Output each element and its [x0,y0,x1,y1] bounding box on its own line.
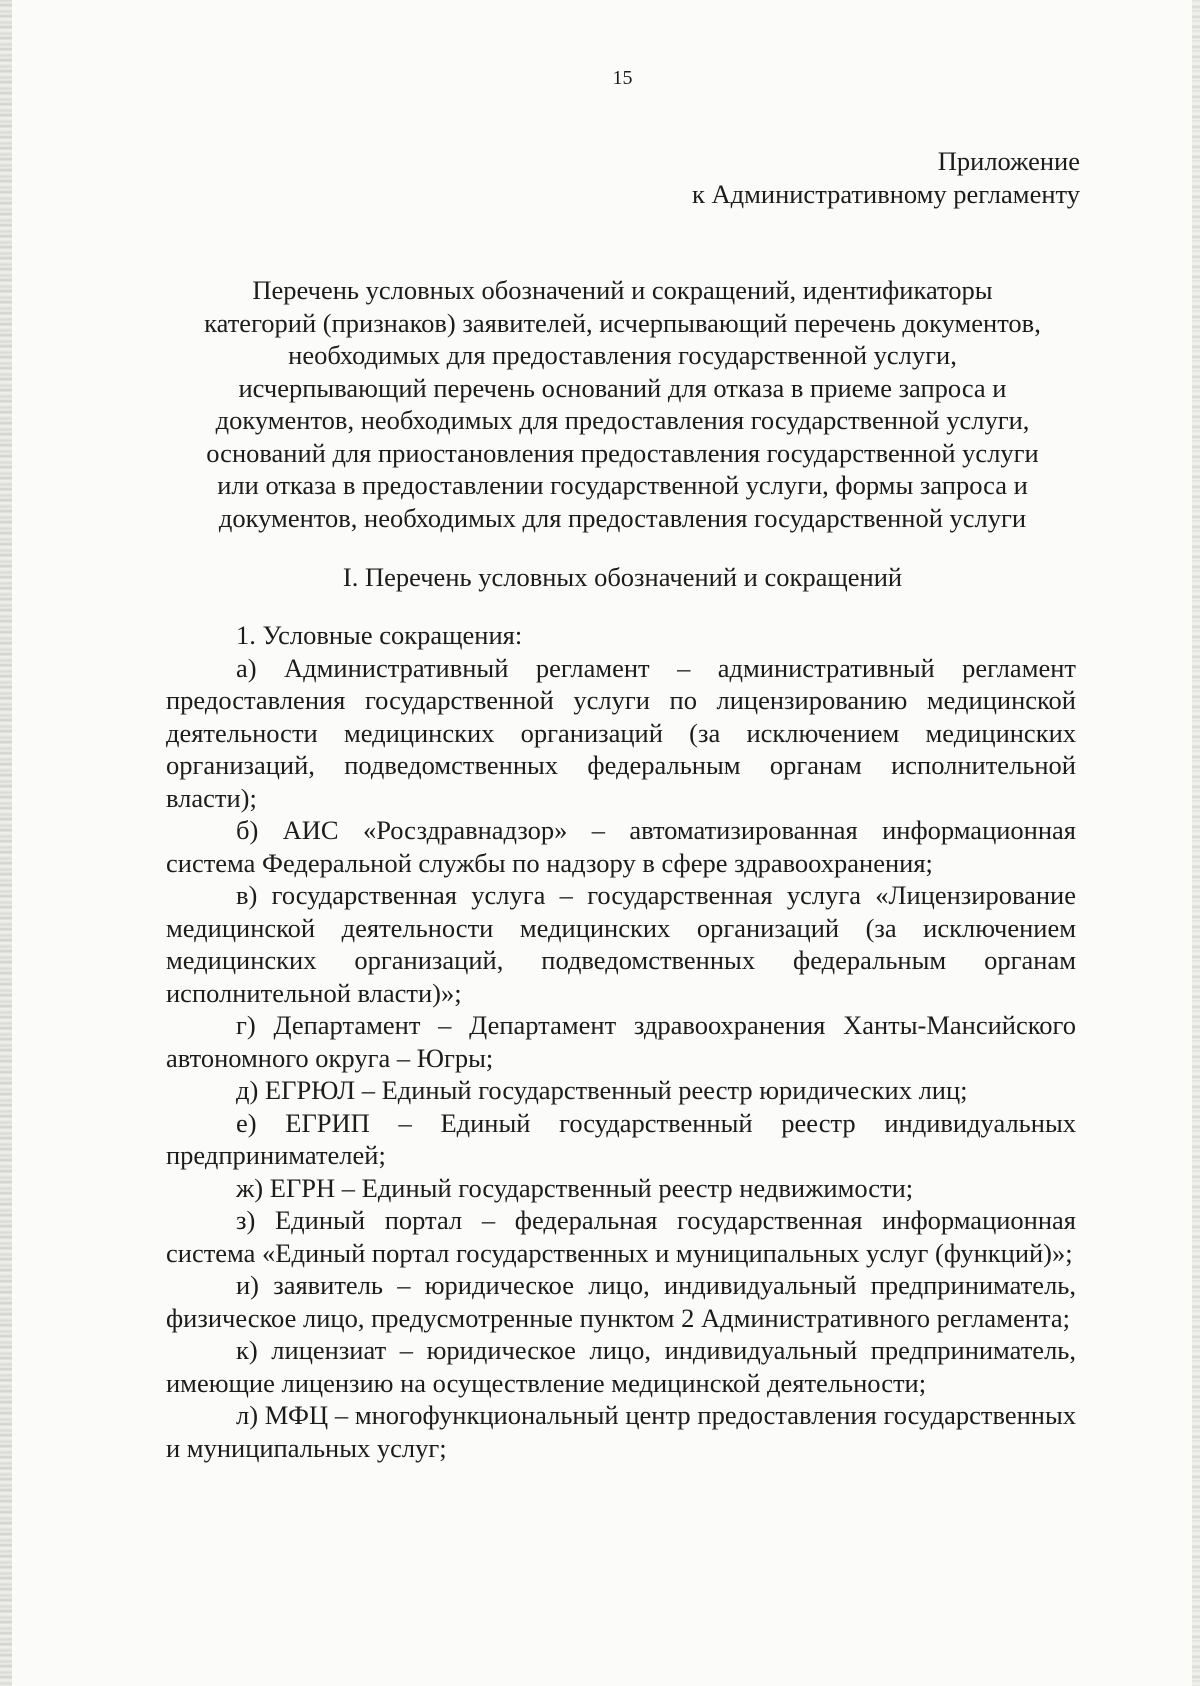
document-body [166,619,1076,1464]
appendix-line-2: к Административному регламенту [692,178,1080,209]
heading-line: документов, необходимых для предоставления государственной услуги, [215,405,1030,435]
appendix-label [692,145,1080,210]
section-title: I. Перечень условных обозначений и сокращений [342,562,903,592]
paragraph: ж) ЕГРН – Единый государственный реестр недвижимости; [236,1172,914,1203]
scan-edge-right [1192,0,1200,1686]
document-heading [160,274,1085,534]
paragraph: г) Департамент – Департамент здравоохранения Ханты-Мансийского автономного округа – Югры; [166,1010,1076,1073]
heading-line: Перечень условных обозначений и сокращений, идентификаторы [252,275,993,305]
page-number: 15 [612,67,633,89]
appendix-line-1: Приложение [937,146,1080,176]
paragraph: и) заявитель – юридическое лицо, индивидуальный предприниматель, физическое лицо, предусмотренные пунктом 2 Административного регламента; [166,1270,1076,1333]
heading-line: оснований для приостановления предоставления государственной услуги [206,437,1039,468]
paragraph: б) АИС «Росздравнадзор» – автоматизированная информационная система Федеральной службы по надзору в сфере здравоохранения; [166,815,1076,878]
heading-line: категорий (признаков) заявителей, исчерпывающий перечень документов, [204,307,1041,338]
paragraph: к) лицензиат – юридическое лицо, индивидуальный предприниматель, имеющие лицензию на осуществление медицинской деятельности; [166,1335,1076,1398]
paragraph: д) ЕГРЮЛ – Единый государственный реестр юридических лиц; [236,1075,968,1105]
paragraph: а) Административный регламент – административный регламент предоставления государственной услуги по лицензированию медицинской деятельности медицинских организаций (за исключением медицинских организаций, подведомственных федеральным органам исполнительной власти); [166,652,1076,813]
heading-line: необходимых для предоставления государственной услуги, [288,340,957,370]
heading-line: исчерпывающий перечень оснований для отказа в приеме запроса и [238,372,1007,403]
paragraph: з) Единый портал – федеральная государственная информационная система «Единый портал государственных и муниципальных услуг (функций)»; [166,1205,1076,1268]
paragraph: л) МФЦ – многофункциональный центр предоставления государственных и муниципальных услуг; [166,1400,1076,1463]
paragraph: е) ЕГРИП – Единый государственный реестр индивидуальных предпринимателей; [166,1107,1076,1170]
paragraph: 1. Условные сокращения: [236,620,523,650]
heading-line: или отказа в предоставлении государственной услуги, формы запроса и [217,470,1028,500]
paragraph: в) государственная услуга – государственная услуга «Лицензирование медицинской деятельности медицинских организаций (за исключением медицинских организаций, подведомственных федеральным органам исполнительной власти)»; [166,880,1076,1008]
scan-edge-left [0,0,12,1686]
heading-line: документов, необходимых для предоставления государственной услуги [218,502,1027,533]
